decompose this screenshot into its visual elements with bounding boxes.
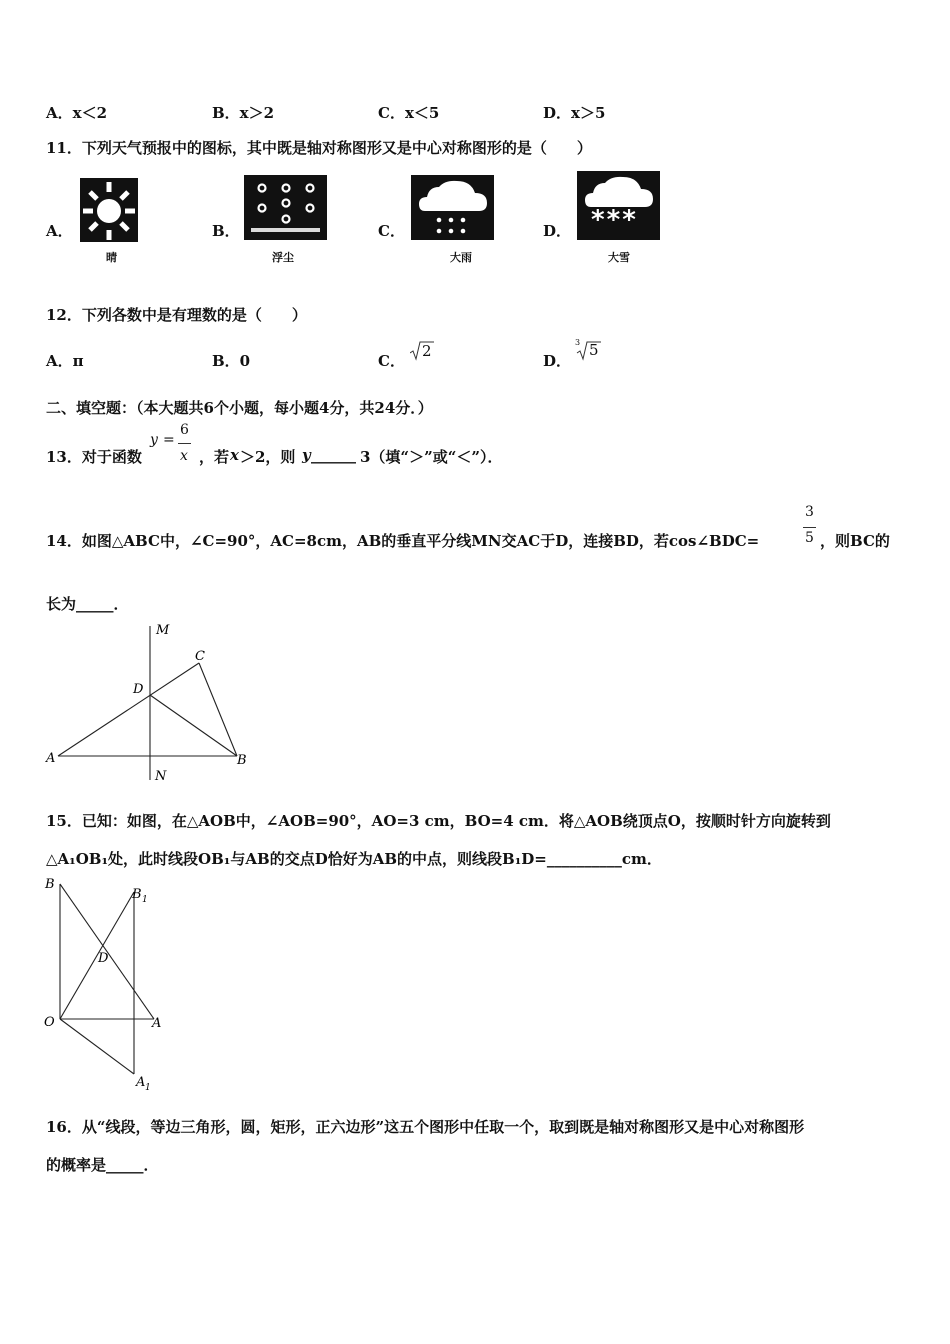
q15-label-o: O bbox=[44, 1015, 55, 1030]
q14-label-d: D bbox=[133, 682, 144, 697]
q10-option-a: A．x＜2 bbox=[46, 104, 108, 122]
q16-line2: 的概率是_____． bbox=[46, 1156, 159, 1174]
q13-fraction-bar bbox=[178, 443, 191, 444]
q11-caption-a: 晴 bbox=[106, 251, 117, 264]
q11-option-c-letter: C． bbox=[378, 222, 405, 240]
q14-text: 14．如图△ABC中，∠C=90°，AC=8cm，AB的垂直平分线MN交AC于D，连接BD，若cos∠BDC= bbox=[46, 532, 760, 550]
q11-stem: 11．下列天气预报中的图标，其中既是轴对称图形又是中心对称图形的是（ ） bbox=[46, 139, 592, 157]
q15-label-b1-sub: 1 bbox=[142, 895, 148, 905]
q13-y2: y bbox=[302, 446, 311, 464]
q14-line2: 长为_____． bbox=[46, 595, 129, 613]
q15-label-d: D bbox=[98, 951, 109, 966]
q11-caption-d: 大雪 bbox=[608, 251, 630, 264]
q11-option-d-letter: D． bbox=[543, 222, 572, 240]
q12-option-d: D． bbox=[543, 352, 572, 370]
q13-suffix: 3（填“＞”或“＜”）． bbox=[360, 448, 503, 466]
q14-figure bbox=[44, 620, 254, 785]
q13-numerator: 6 bbox=[180, 422, 189, 438]
q13-prefix: 13．对于函数 bbox=[46, 448, 142, 466]
q14-fraction-bar bbox=[803, 527, 816, 528]
q13-text-then: ＞2，则 bbox=[240, 448, 296, 466]
cbrt-5 bbox=[575, 338, 601, 362]
cbrt-index: 3 bbox=[575, 338, 581, 347]
q13-text-if: ，若 bbox=[199, 448, 230, 466]
q15-label-b1: B bbox=[132, 887, 142, 902]
q15-label-a: A bbox=[152, 1016, 162, 1031]
dust-icon bbox=[244, 175, 327, 240]
q14-label-a: A bbox=[46, 751, 56, 766]
sqrt-2 bbox=[410, 340, 434, 362]
q13-x: x bbox=[230, 446, 239, 464]
q14-label-m: M bbox=[156, 623, 170, 638]
heavy-rain-icon bbox=[411, 175, 494, 240]
cbrt-radicand: 5 bbox=[589, 341, 599, 359]
q16-line1: 16．从“线段，等边三角形，圆，矩形，正六边形”这五个图形中任取一个，取到既是轴对称图形又是中心对称图形 bbox=[46, 1118, 805, 1136]
q13-equals: = bbox=[163, 432, 175, 448]
q13-blank: ______ bbox=[311, 446, 356, 464]
q14-label-c: C bbox=[195, 649, 205, 664]
q14-label-b: B bbox=[237, 753, 247, 768]
q10-option-d: D．x＞5 bbox=[543, 104, 606, 122]
q14-label-n: N bbox=[155, 769, 167, 784]
q15-figure bbox=[42, 874, 170, 1094]
q15-label-a1: A bbox=[136, 1075, 146, 1090]
q11-option-a-letter: A． bbox=[46, 222, 73, 240]
section-heading-fill-in: 二、填空题：（本大题共6个小题，每小题4分，共24分．） bbox=[46, 399, 433, 417]
q15-label-b: B bbox=[45, 877, 55, 892]
sun-icon bbox=[80, 178, 138, 242]
q12-stem: 12．下列各数中是有理数的是（ ） bbox=[46, 306, 307, 324]
q14-numerator: 3 bbox=[805, 504, 814, 520]
q12-option-c: C． bbox=[378, 352, 405, 370]
q10-option-c: C．x＜5 bbox=[378, 104, 440, 122]
q10-option-b: B．x＞2 bbox=[212, 104, 275, 122]
q13-denominator: x bbox=[180, 448, 188, 464]
q15-label-a1-sub: 1 bbox=[145, 1083, 151, 1093]
q11-caption-c: 大雨 bbox=[450, 251, 472, 264]
q14-denominator: 5 bbox=[805, 530, 814, 546]
snowflake-glyphs: *** bbox=[591, 205, 638, 235]
q11-option-b-letter: B． bbox=[212, 222, 240, 240]
q15-line2: △A₁OB₁处，此时线段OB₁与AB的交点D恰好为AB的中点，则线段B₁D=__________cm． bbox=[46, 850, 662, 868]
sqrt-2-radicand: 2 bbox=[422, 342, 432, 360]
q15-line1: 15．已知：如图，在△AOB中，∠AOB=90°，AO=3 cm，BO=4 cm．将△AOB绕顶点O，按顺时针方向旋转到 bbox=[46, 812, 831, 830]
q12-option-a: A．π bbox=[46, 352, 84, 370]
heavy-snow-icon bbox=[577, 171, 660, 240]
q14-text-tail: ，则BC的 bbox=[820, 532, 890, 550]
q12-option-b: B．0 bbox=[212, 352, 251, 370]
q11-caption-b: 浮尘 bbox=[272, 251, 294, 264]
q13-y: y bbox=[150, 432, 158, 448]
